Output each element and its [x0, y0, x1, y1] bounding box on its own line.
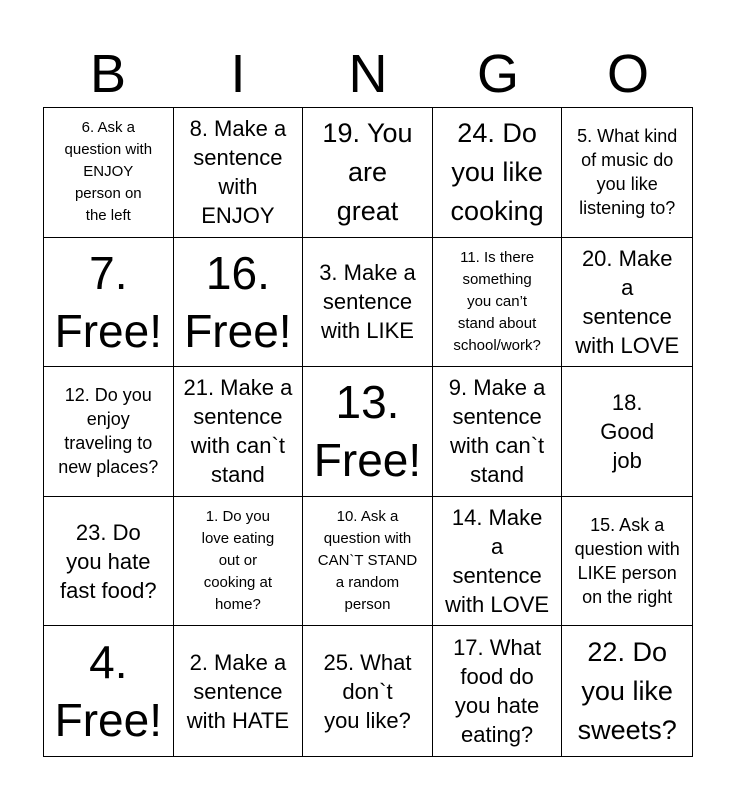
cell-text: 15. Ask a question with LIKE person on the right	[574, 515, 680, 608]
cell-text: 6. Ask a question with ENJOY person on the left	[64, 119, 153, 225]
bingo-cell[interactable]	[303, 108, 433, 238]
cell-text: 23. Do you hate fast food?	[59, 519, 157, 603]
cell-text: 8. Make a sentence with ENJOY	[189, 116, 287, 229]
cell-text: 21. Make a sentence with can`t stand	[183, 375, 293, 488]
bingo-cell[interactable]	[433, 238, 563, 368]
cell-text: 12. Do you enjoy traveling to new places?	[58, 385, 159, 478]
cell-text: 9. Make a sentence with can`t stand	[448, 375, 546, 488]
cell-text: 10. Ask a question with CAN`T STAND a random person	[317, 508, 418, 614]
bingo-cell[interactable]	[562, 497, 692, 627]
cell-text: 17. What food do you hate eating?	[453, 635, 542, 748]
cell-text: 11. Is there something you can’t stand about school/work?	[453, 248, 541, 354]
header-letter-n: N	[348, 44, 388, 104]
cell-text: 7. Free!	[54, 246, 162, 357]
bingo-cell[interactable]	[44, 367, 174, 497]
bingo-cell[interactable]	[174, 108, 304, 238]
cell-text: 13. Free!	[313, 376, 422, 487]
bingo-cell-free[interactable]	[303, 367, 433, 497]
header-letter-g: G	[476, 44, 519, 104]
bingo-cell[interactable]	[44, 497, 174, 627]
bingo-cell[interactable]	[562, 367, 692, 497]
header-letter-o: O	[606, 44, 649, 104]
header-letter-i: I	[230, 44, 246, 104]
bingo-cell[interactable]	[174, 626, 304, 756]
cell-text: 22. Do you like sweets?	[577, 636, 677, 745]
bingo-cell[interactable]	[303, 626, 433, 756]
bingo-cell[interactable]	[562, 626, 692, 756]
bingo-cell[interactable]	[303, 497, 433, 627]
bingo-cell[interactable]	[174, 497, 304, 627]
bingo-cell-free[interactable]	[44, 626, 174, 756]
bingo-cell[interactable]	[433, 497, 563, 627]
bingo-cell-free[interactable]	[174, 238, 304, 368]
bingo-cell[interactable]	[174, 367, 304, 497]
bingo-cell[interactable]	[433, 367, 563, 497]
bingo-cell[interactable]	[562, 108, 692, 238]
cell-text: 24. Do you like cooking	[450, 117, 544, 226]
cell-text: 20. Make a sentence with LOVE	[575, 245, 680, 358]
bingo-cell[interactable]	[433, 108, 563, 238]
bingo-header	[43, 40, 693, 108]
cell-text: 2. Make a sentence with HATE	[186, 649, 290, 733]
cell-text: 18. Good job	[600, 389, 655, 473]
bingo-cell-free[interactable]	[44, 238, 174, 368]
cell-text: 19. You are great	[322, 117, 413, 226]
cell-text: 3. Make a sentence with LIKE	[319, 260, 416, 344]
cell-text: 14. Make a sentence with LOVE	[445, 505, 550, 618]
cell-text: 5. What kind of music do you like listening to?	[577, 126, 678, 219]
header-letter-b: B	[89, 44, 127, 104]
bingo-grid	[43, 107, 693, 757]
cell-text: 4. Free!	[54, 636, 162, 747]
cell-text: 1. Do you love eating out or cooking at home?	[201, 508, 275, 614]
cell-text: 16. Free!	[184, 246, 292, 357]
bingo-cell[interactable]	[303, 238, 433, 368]
bingo-cell[interactable]	[433, 626, 563, 756]
cell-text: 25. What don`t you like?	[323, 649, 412, 733]
bingo-cell[interactable]	[562, 238, 692, 368]
bingo-cell[interactable]	[44, 108, 174, 238]
